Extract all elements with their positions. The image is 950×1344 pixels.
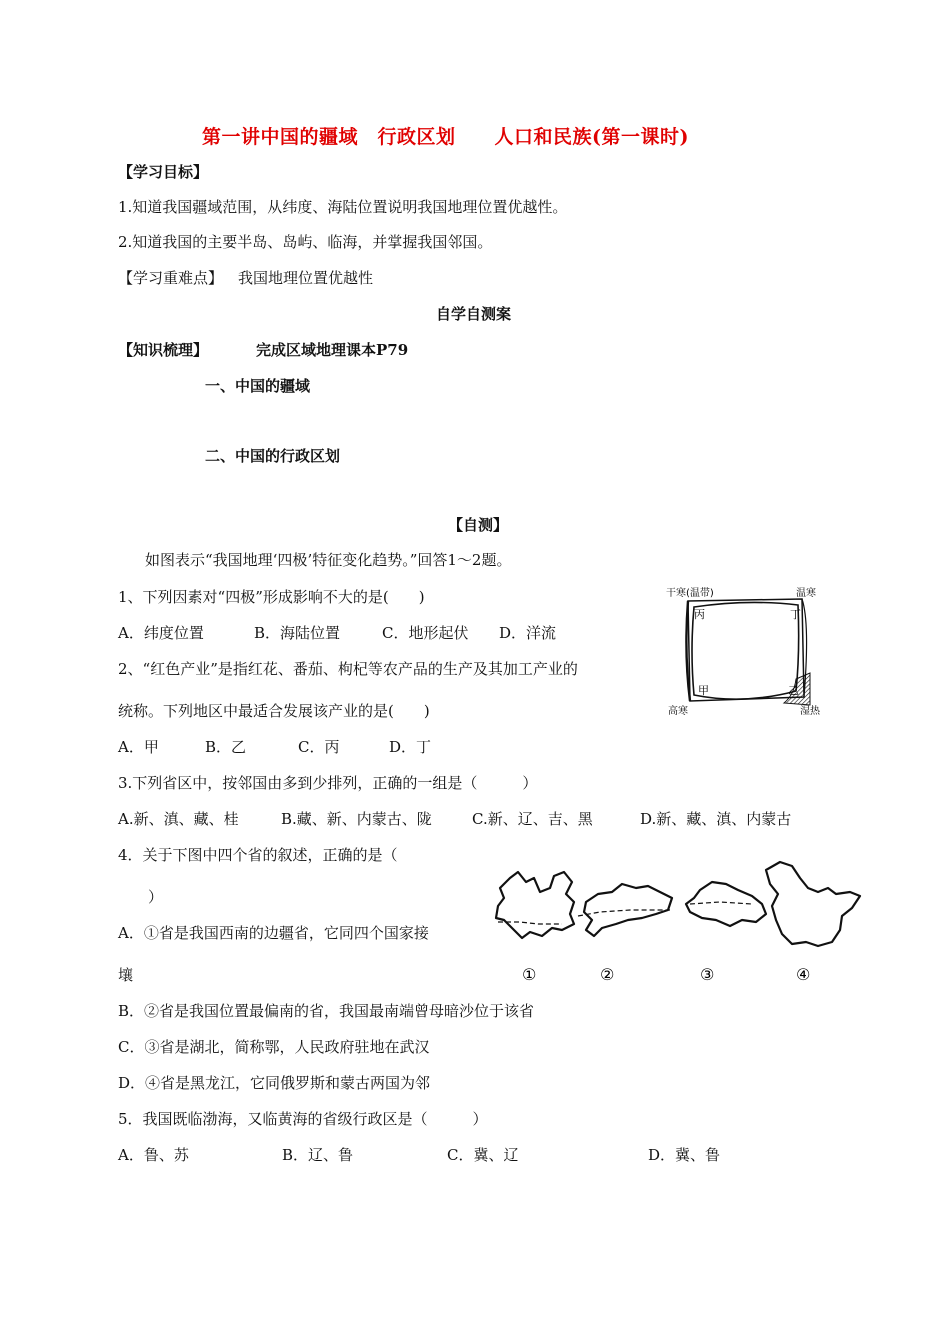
question-1-option-d: D．洋流: [499, 624, 557, 642]
question-2-stem-line2: 统称。下列地区中最适合发展该产业的是( ): [118, 702, 430, 720]
objectives-heading: 【学习目标】: [118, 163, 209, 181]
province-label-3: ③: [700, 965, 715, 984]
label-ding: 丁: [790, 608, 801, 621]
label-jia: 甲: [698, 684, 709, 697]
province-label-4: ④: [796, 965, 811, 984]
question-5-option-d: D．冀、鲁: [648, 1146, 721, 1164]
objective-item-1: 1.知道我国疆域范围，从纬度、海陆位置说明我国地理位置优越性。: [118, 198, 568, 216]
question-3-option-a: A.新、滇、藏、桂: [118, 810, 239, 828]
knowledge-label: 【知识梳理】: [118, 341, 209, 359]
question-5-option-a: A．鲁、苏: [118, 1146, 189, 1164]
four-poles-figure: [664, 583, 830, 723]
question-3-option-c: C.新、辽、吉、黑: [472, 810, 593, 828]
section-territory: 一、中国的疆域: [205, 377, 311, 395]
knowledge-task: 完成区域地理课本P79: [256, 341, 409, 359]
question-5-option-c: C．冀、辽: [447, 1146, 519, 1164]
question-4-option-a-line1: A．①省是我国西南的边疆省，它同四个国家接: [118, 924, 429, 942]
province-1-outline: [496, 872, 574, 938]
key-points-text: 我国地理位置优越性: [238, 269, 374, 287]
label-yi: 乙: [788, 684, 799, 697]
question-4-stem-line1: 4．关于下图中四个省的叙述，正确的是（: [118, 846, 398, 864]
question-2-stem-line1: 2、“红色产业”是指红花、番茄、枸杞等农产品的生产及其加工产业的: [118, 660, 578, 678]
corner-label-warm-cold: 温寒: [796, 588, 816, 599]
corner-label-humid-hot: 湿热: [800, 706, 820, 717]
question-4-option-b: B．②省是我国位置最偏南的省，我国最南端曾母暗沙位于该省: [118, 1002, 535, 1020]
question-4-option-a-line2: 壤: [118, 966, 134, 984]
self-test-heading: 【自测】: [448, 516, 509, 534]
question-4-option-d: D．④省是黑龙江，它同俄罗斯和蒙古两国为邻: [118, 1074, 431, 1092]
page-title: 第一讲中国的疆域 行政区划 人口和民族(第一课时): [202, 126, 689, 148]
self-test-intro: 如图表示“我国地理‘四极’特征变化趋势。”回答1～2题。: [145, 551, 512, 569]
corner-label-dry-cold: 干寒(温带): [666, 588, 714, 599]
corner-label-alpine-cold: 高寒: [668, 706, 688, 717]
question-5-option-b: B．辽、鲁: [282, 1146, 354, 1164]
question-3-stem: 3.下列省区中，按邻国由多到少排列，正确的一组是（ ）: [118, 774, 538, 792]
question-2-option-b: B．乙: [205, 738, 247, 756]
question-4-stem-line2: ）: [148, 888, 164, 906]
question-2-option-d: D．丁: [389, 738, 432, 756]
question-4-option-c: C．③省是湖北，简称鄂，人民政府驻地在武汉: [118, 1038, 430, 1056]
key-points-heading: 【学习重难点】: [118, 269, 224, 287]
question-3-option-d: D.新、藏、滇、内蒙古: [640, 810, 792, 828]
question-1-option-c: C．地形起伏: [382, 624, 469, 642]
question-5-stem: 5．我国既临渤海，又临黄海的省级行政区是（ ）: [118, 1110, 488, 1128]
question-2-option-c: C．丙: [298, 738, 340, 756]
provinces-figure: [490, 858, 870, 986]
question-2-option-a: A．甲: [118, 738, 159, 756]
province-3-outline: [686, 882, 766, 926]
objective-item-2: 2.知道我国的主要半岛、岛屿、临海，并掌握我国邻国。: [118, 233, 493, 251]
question-3-option-b: B.藏、新、内蒙古、陇: [281, 810, 432, 828]
question-1-option-b: B．海陆位置: [254, 624, 341, 642]
self-study-heading: 自学自测案: [436, 305, 512, 323]
province-label-2: ②: [600, 965, 615, 984]
province-4-outline: [766, 862, 860, 946]
province-label-1: ①: [522, 965, 537, 984]
question-1-stem: 1、下列因素对“四极”形成影响不大的是( ): [118, 588, 425, 606]
question-1-option-a: A．纬度位置: [118, 624, 204, 642]
section-administrative: 二、中国的行政区划: [205, 447, 341, 465]
label-bing: 丙: [694, 608, 705, 621]
